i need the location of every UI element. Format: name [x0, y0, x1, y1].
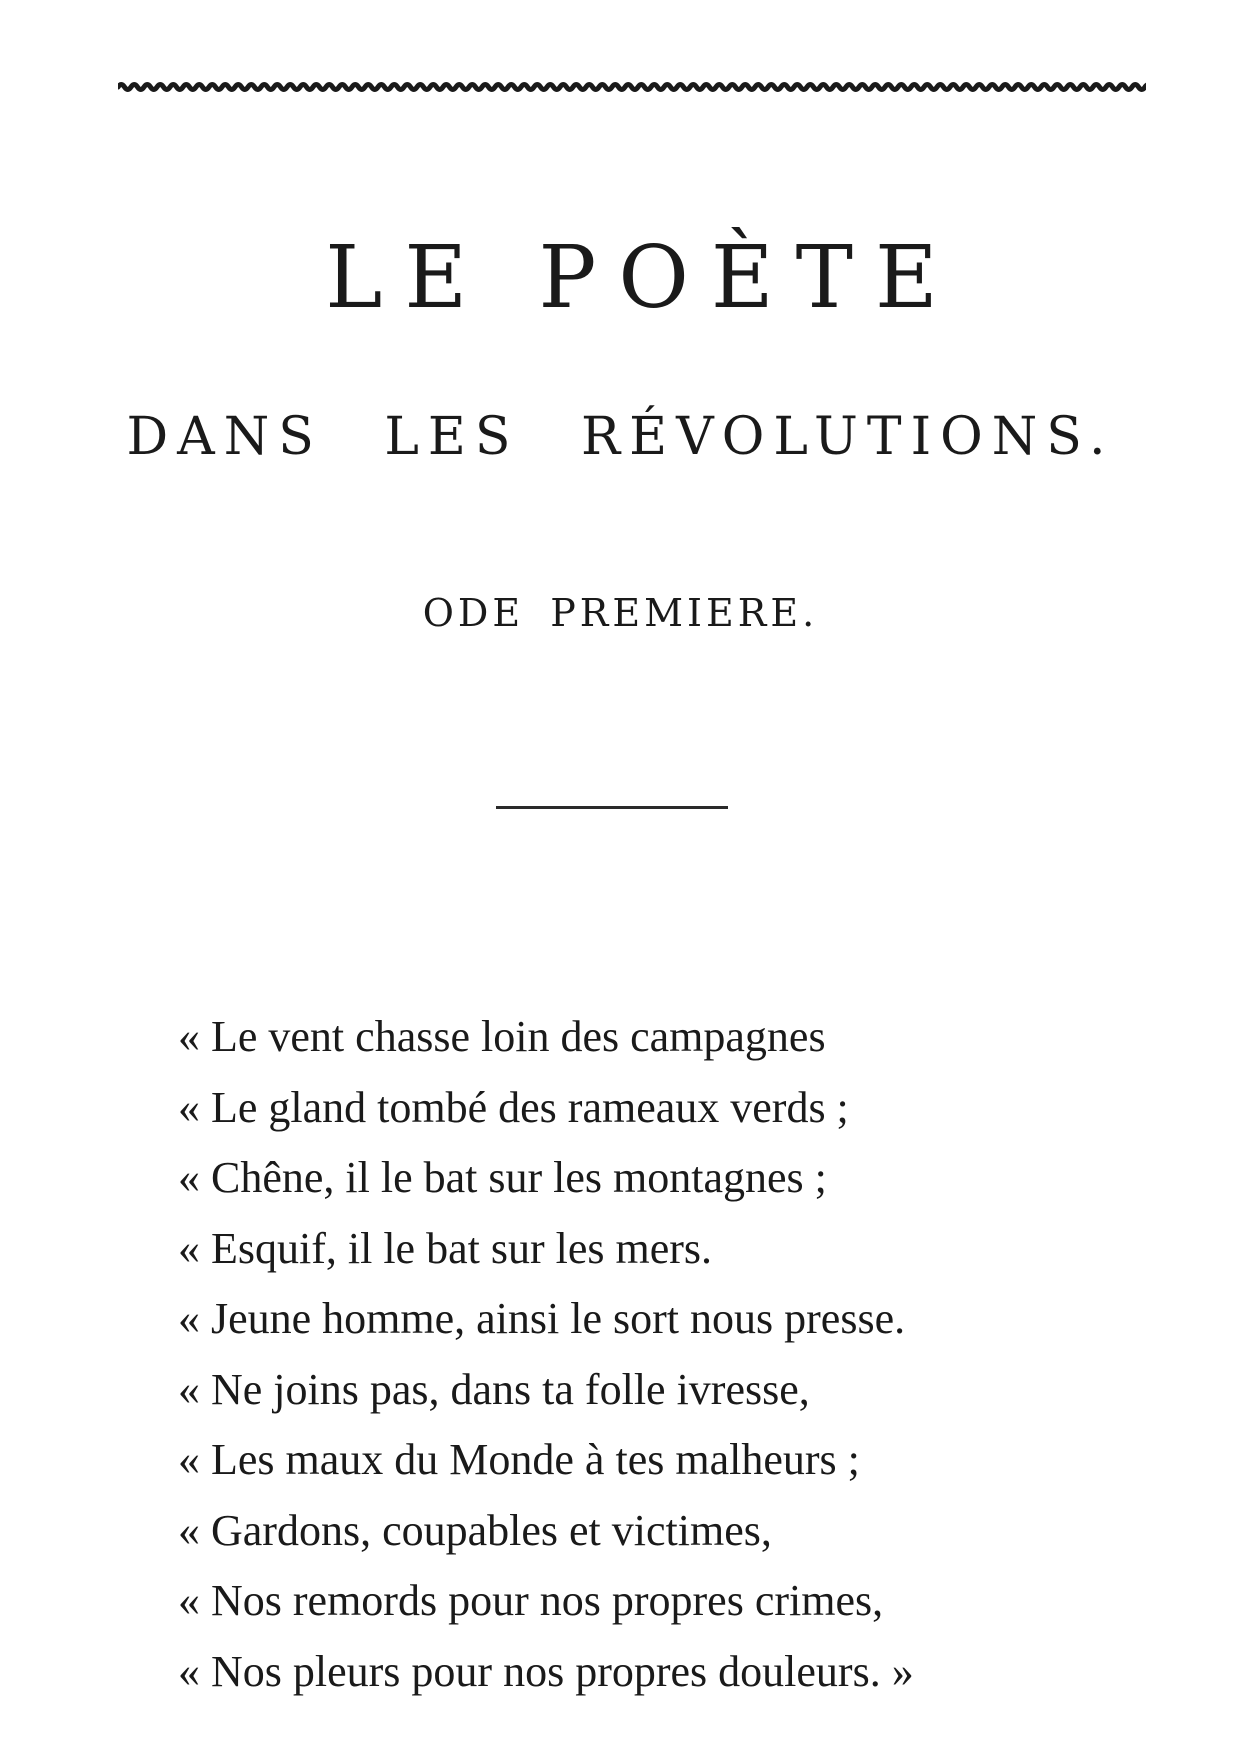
verse-line: « Esquif, il le bat sur les mers. [178, 1223, 713, 1273]
verse-line: « Nos remords pour nos propres crimes, [178, 1576, 884, 1625]
book-subtitle: DANS LES RÉVOLUTIONS. [126, 407, 1115, 467]
verse-line: « Gardons, coupables et victimes, [178, 1505, 772, 1555]
verse-line: « Les maux du Monde à tes malheurs ; [178, 1435, 860, 1484]
wavy-ornament-icon [118, 76, 1146, 98]
poem-stanza [178, 1002, 1158, 1707]
verse-line: « Jeune homme, ainsi le sort nous presse. [178, 1294, 906, 1343]
ode-heading: ODE PREMIERE. [422, 591, 819, 635]
verse-line: « Le gland tombé des rameaux verds ; [178, 1082, 849, 1132]
horizontal-rule [496, 806, 728, 809]
verse-line: « Ne joins pas, dans ta folle ivresse, [178, 1364, 810, 1414]
book-title: LE POÈTE [325, 228, 960, 328]
verse-line: « Chêne, il le bat sur les montagnes ; [178, 1153, 827, 1202]
verse-line: « Nos pleurs pour nos propres douleurs. » [178, 1646, 914, 1696]
verse-line: « Le vent chasse loin des campagnes [178, 1012, 826, 1061]
